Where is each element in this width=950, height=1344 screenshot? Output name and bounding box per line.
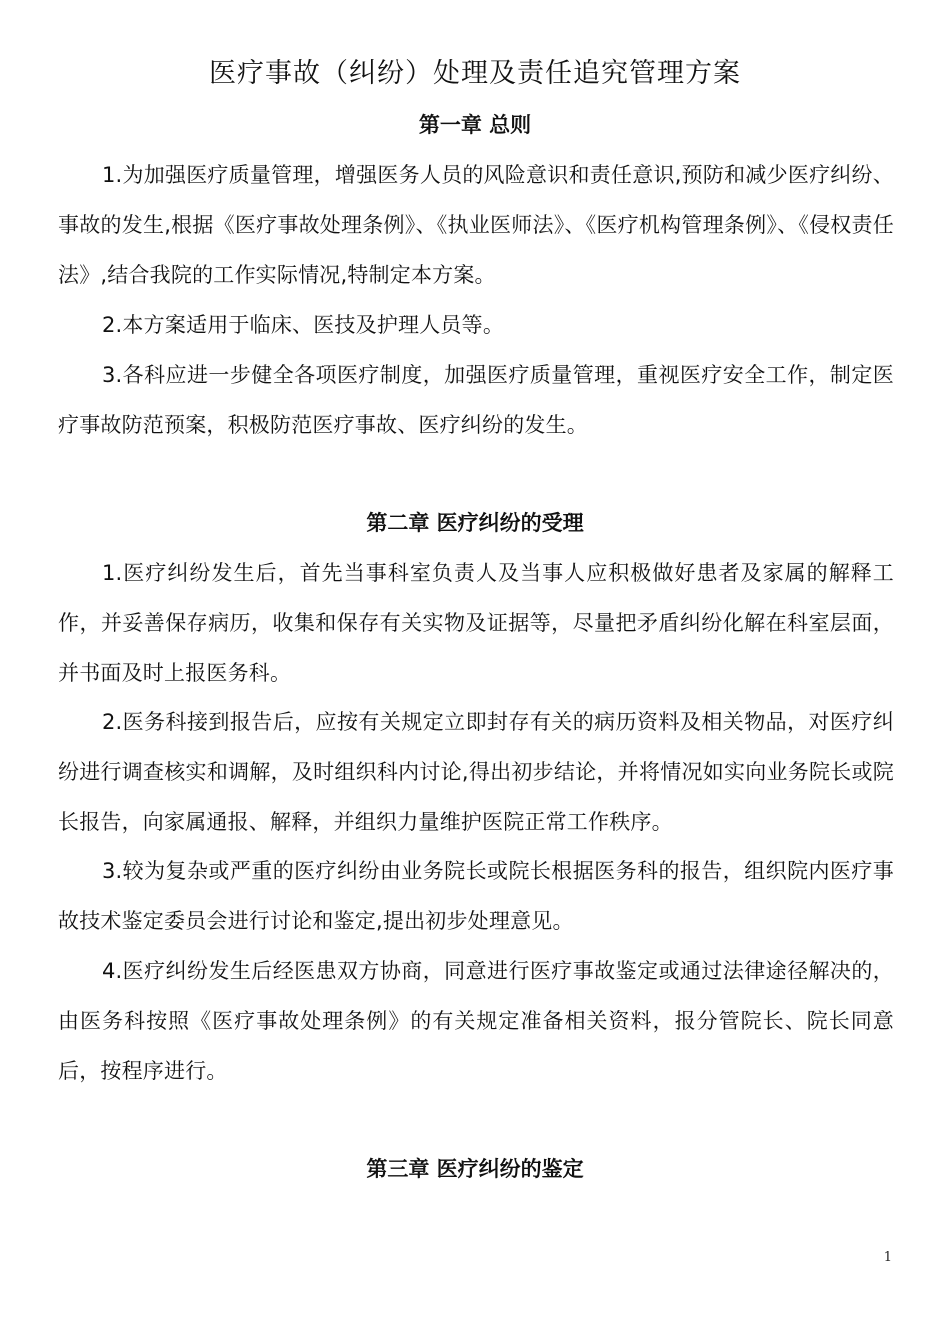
page-number: 1 [883,1250,892,1265]
document-title: 医疗事故（纠纷）处理及责任追究管理方案 [209,58,741,89]
chapter-2-paragraph-2: 2.医务科接到报告后，应按有关规定立即封存有关的病历资料及相关物品，对医疗纠纷进行调查核实和调解，及时组织科内讨论,得出初步结论，并将情况如实向业务院长或院长报告，向家属通报、解释，并组织力量维护医院正常工作秩序。 [58,710,894,834]
chapter-2-heading: 第二章 医疗纠纷的受理 [366,511,584,535]
chapter-3-heading: 第三章 医疗纠纷的鉴定 [366,1157,584,1181]
chapter-1-paragraph-3: 3.各科应进一步健全各项医疗制度，加强医疗质量管理，重视医疗安全工作，制定医疗事故防范预案，积极防范医疗事故、医疗纠纷的发生。 [58,363,894,437]
chapter-1-paragraph-2: 2.本方案适用于临床、医技及护理人员等。 [102,313,505,337]
chapter-1-heading: 第一章 总则 [418,113,532,137]
chapter-2-paragraph-4: 4.医疗纠纷发生后经医患双方协商，同意进行医疗事故鉴定或通过法律途径解决的，由医务科按照《医疗事故处理条例》的有关规定准备相关资料，报分管院长、院长同意后，按程序进行。 [58,959,894,1083]
chapter-2-paragraph-3: 3.较为复杂或严重的医疗纠纷由业务院长或院长根据医务科的报告，组织院内医疗事故技术鉴定委员会进行讨论和鉴定,提出初步处理意见。 [58,859,894,933]
chapter-2-paragraph-1: 1.医疗纠纷发生后，首先当事科室负责人及当事人应积极做好患者及家属的解释工作，并妥善保存病历，收集和保存有关实物及证据等，尽量把矛盾纠纷化解在科室层面，并书面及时上报医务科。 [58,561,894,685]
chapter-1-paragraph-1: 1.为加强医疗质量管理，增强医务人员的风险意识和责任意识,预防和减少医疗纠纷、事故的发生,根据《医疗事故处理条例》、《执业医师法》、《医疗机构管理条例》、《侵权责任法》,结合我院的工作实际情况,特制定本方案。 [58,163,894,287]
